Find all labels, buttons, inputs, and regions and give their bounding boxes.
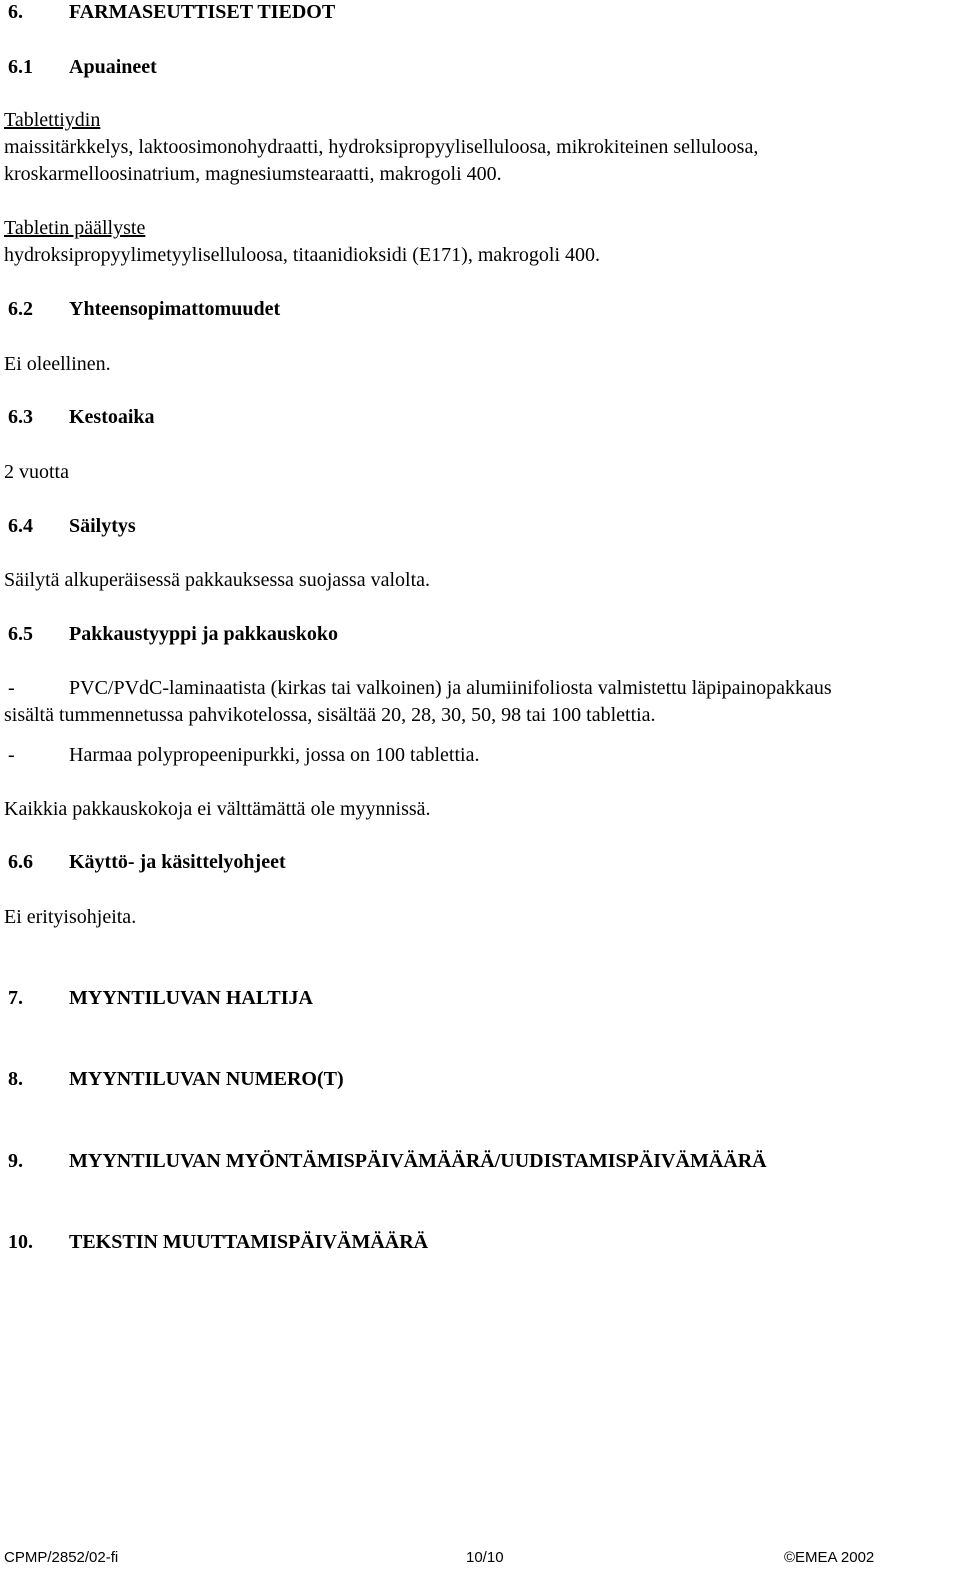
section-number: 7. (8, 987, 23, 1009)
bullet-dash: - (8, 677, 15, 699)
bullet-text: PVC/PVdC-laminaatista (kirkas tai valkoinen) ja alumiinifoliosta valmistettu läpipainopakkaus (69, 677, 832, 699)
coating-label: Tabletin päällyste (4, 217, 146, 239)
section-number: 10. (8, 1231, 33, 1253)
section-number: 6.6 (8, 851, 33, 873)
section-number: 6.5 (8, 623, 33, 645)
core-text-line-2: kroskarmelloosinatrium, magnesiumstearaatti, makrogoli 400. (4, 163, 502, 185)
section-number: 6. (8, 1, 23, 23)
coating-text-line-1: hydroksipropyylimetyyliselluloosa, titaanidioksidi (E171), makrogoli 400. (4, 244, 601, 266)
footer-doc-ref: CPMP/2852/02-fi (4, 1549, 119, 1566)
section-title: FARMASEUTTISET TIEDOT (69, 1, 336, 23)
core-label: Tablettiydin (4, 109, 101, 131)
section-title: TEKSTIN MUUTTAMISPÄIVÄMÄÄRÄ (69, 1231, 429, 1253)
core-text-line-1: maissitärkkelys, laktoosimonohydraatti, hydroksipropyyliselluloosa, mikrokiteinen selluloosa, (4, 136, 759, 158)
section-number: 6.4 (8, 515, 33, 537)
section-title: MYYNTILUVAN HALTIJA (69, 987, 313, 1009)
section-title: Apuaineet (69, 56, 157, 78)
section-6-6-text: Ei erityisohjeita. (4, 906, 137, 928)
package-bullet-1-continuation: sisältä tummennetussa pahvikotelossa, sisältää 20, 28, 30, 50, 98 tai 100 tablettia. (4, 704, 656, 726)
footer-copyright: ©EMEA 2002 (784, 1549, 875, 1566)
footer-page-number: 10/10 (466, 1549, 504, 1566)
bullet-text: Harmaa polypropeenipurkki, jossa on 100 tablettia. (69, 744, 480, 766)
section-title: Yhteensopimattomuudet (69, 298, 281, 320)
section-number: 8. (8, 1068, 23, 1090)
section-title: MYYNTILUVAN MYÖNTÄMISPÄIVÄMÄÄRÄ/UUDISTAMISPÄIVÄMÄÄRÄ (69, 1150, 767, 1172)
section-number: 6.2 (8, 298, 33, 320)
section-number: 6.3 (8, 406, 33, 428)
section-title: Kestoaika (69, 406, 155, 428)
section-number: 9. (8, 1150, 23, 1172)
section-title: Pakkaustyyppi ja pakkauskoko (69, 623, 339, 645)
section-6-2-text: Ei oleellinen. (4, 353, 111, 375)
section-6-3-text: 2 vuotta (4, 461, 69, 483)
section-6-4-text: Säilytä alkuperäisessä pakkauksessa suojassa valolta. (4, 569, 430, 591)
section-title: Säilytys (69, 515, 136, 537)
section-title: Käyttö- ja käsittelyohjeet (69, 851, 286, 873)
bullet-dash: - (8, 744, 15, 766)
section-number: 6.1 (8, 56, 33, 78)
section-title: MYYNTILUVAN NUMERO(T) (69, 1068, 344, 1090)
package-note: Kaikkia pakkauskokoja ei välttämättä ole myynnissä. (4, 798, 431, 820)
